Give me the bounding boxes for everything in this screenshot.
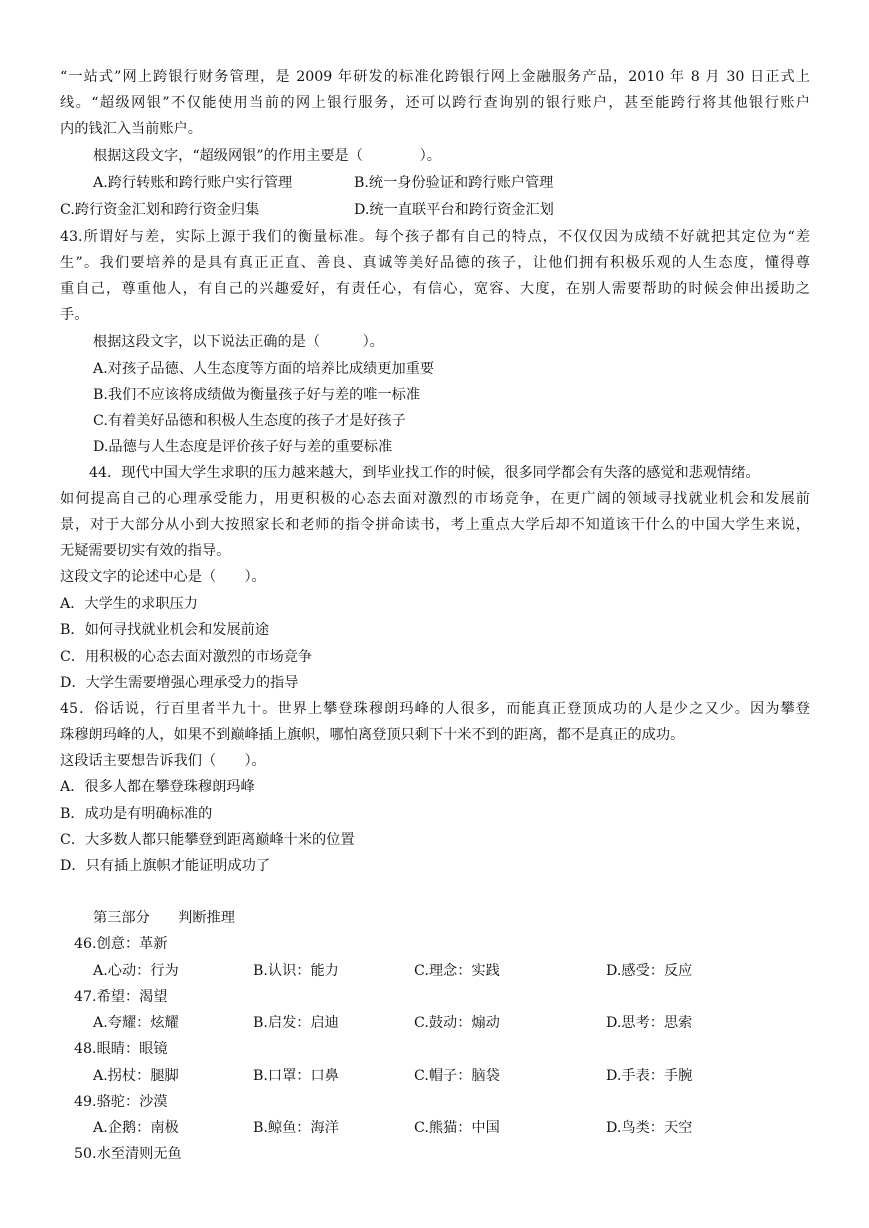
question-43-text-line: 43.所谓好与差，实际上源于我们的衡量标准。每个孩子都有自己的特点，不仅仅因为成绩不好就把其定位为“差 [60,229,810,245]
analogy-option-b: B.认识：能力 [253,963,339,979]
question-42-option-b: B.统一身份验证和跨行账户管理 [354,175,554,191]
analogy-stem: 50.水至清则无鱼 [74,1146,182,1162]
question-43-text-line: 生”。我们要培养的是具有真正正直、善良、真诚等美好品德的孩子，让他们拥有积极乐观的人生态度，懂得尊 [60,255,810,271]
analogy-option-d: D.思考：思索 [606,1015,693,1031]
question-44-option-b: B．如何寻找就业机会和发展前途 [60,622,270,638]
analogy-stem: 49.骆驼：沙漠 [74,1094,168,1110]
question-42-option-a: A.跨行转账和跨行账户实行管理 [93,175,293,191]
question-45-text-line: 45．俗话说，行百里者半九十。世界上攀登珠穆朗玛峰的人很多，而能真正登顶成功的人是少之又少。因为攀登 [60,701,810,717]
question-44-option-d: D．大学生需要增强心理承受力的指导 [60,675,299,691]
question-45-option-c: C．大多数人都只能攀登到距离巅峰十米的位置 [60,832,355,848]
question-43-text-line: 重自己，尊重他人，有自己的兴趣爱好，有责任心，有信心，宽容、大度，在别人需要帮助的时候会伸出援助之 [60,281,810,297]
analogy-option-a: A.心动：行为 [93,963,179,979]
question-43-option-d: D.品德与人生态度是评价孩子好与差的重要标准 [93,439,393,455]
analogy-option-d: D.感受：反应 [606,963,693,979]
analogy-option-a: A.夸耀：炫耀 [93,1015,179,1031]
question-44-option-c: C．用积极的心态去面对激烈的市场竞争 [60,649,313,665]
analogy-option-b: B.启发：启迪 [253,1015,339,1031]
question-44-text-line: 44．现代中国大学生求职的压力越来越大，到毕业找工作的时候，很多同学都会有失落的感觉和悲观情绪。 [89,465,760,481]
analogy-option-d: D.手表：手腕 [606,1068,693,1084]
analogy-option-c: C.熊猫：中国 [414,1120,500,1136]
question-43-prompt: 根据这段文字，以下说法正确的是（ ）。 [93,334,384,350]
question-42-option-c: C.跨行资金汇划和跨行资金归集 [60,202,260,218]
question-44-option-a: A．大学生的求职压力 [60,596,198,612]
question-43-text-line: 手。 [60,307,89,323]
analogy-option-d: D.鸟类：天空 [606,1120,693,1136]
question-42-prompt: 根据这段文字，“超级网银”的作用主要是（ ）。 [93,148,441,164]
question-45-text-line: 珠穆朗玛峰的人，如果不到巅峰插上旗帜，哪怕离登顶只剩下十米不到的距离，都不是真正的成功。 [60,727,685,743]
question-42-option-d: D.统一直联平台和跨行资金汇划 [354,202,554,218]
analogy-option-a: A.企鹅：南极 [93,1120,179,1136]
analogy-option-c: C.理念：实践 [414,963,500,979]
question-43-option-c: C.有着美好品德和积极人生态度的孩子才是好孩子 [93,413,406,429]
analogy-stem: 46.创意：革新 [74,936,168,952]
question-45-option-a: A．很多人都在攀登珠穆朗玛峰 [60,779,255,795]
question-42-text-line: “一站式”网上跨银行财务管理，是 2009 年研发的标准化跨银行网上金融服务产品，2010 年 8 月 30 日正式上 [60,69,810,85]
question-44-text-line: 如何提高自己的心理承受能力，用更积极的心态去面对激烈的市场竞争，在更广阔的领域寻找就业机会和发展前 [60,491,810,507]
analogy-option-c: C.帽子：脑袋 [414,1068,500,1084]
section-title: 第三部分 判断推理 [93,910,235,926]
question-43-option-b: B.我们不应该将成绩做为衡量孩子好与差的唯一标准 [93,387,421,403]
question-44-prompt: 这段文字的论述中心是（ ）。 [60,569,266,585]
question-44-text-line: 无疑需要切实有效的指导。 [60,543,231,559]
question-42-text-line: 线。“超级网银”不仅能使用当前的网上银行服务，还可以跨行查询别的银行账户，甚至能跨行将其他银行账户 [60,95,810,111]
question-42-text-line: 内的钱汇入当前账户。 [60,121,202,137]
question-45-option-b: B．成功是有明确标准的 [60,806,213,822]
analogy-stem: 48.眼睛：眼镜 [74,1041,168,1057]
analogy-stem: 47.希望：渴望 [74,989,168,1005]
analogy-option-c: C.鼓动：煽动 [414,1015,500,1031]
analogy-option-b: B.口罩：口鼻 [253,1068,339,1084]
question-44-text-line: 景，对于大部分从小到大按照家长和老师的指令拼命读书，考上重点大学后却不知道该干什么的中国大学生来说， [60,517,810,533]
question-45-prompt: 这段话主要想告诉我们（ ）。 [60,753,266,769]
analogy-option-a: A.拐杖：腿脚 [93,1068,179,1084]
question-45-option-d: D．只有插上旗帜才能证明成功了 [60,858,271,874]
analogy-option-b: B.鲸鱼：海洋 [253,1120,339,1136]
question-43-option-a: A.对孩子品德、人生态度等方面的培养比成绩更加重要 [93,361,435,377]
